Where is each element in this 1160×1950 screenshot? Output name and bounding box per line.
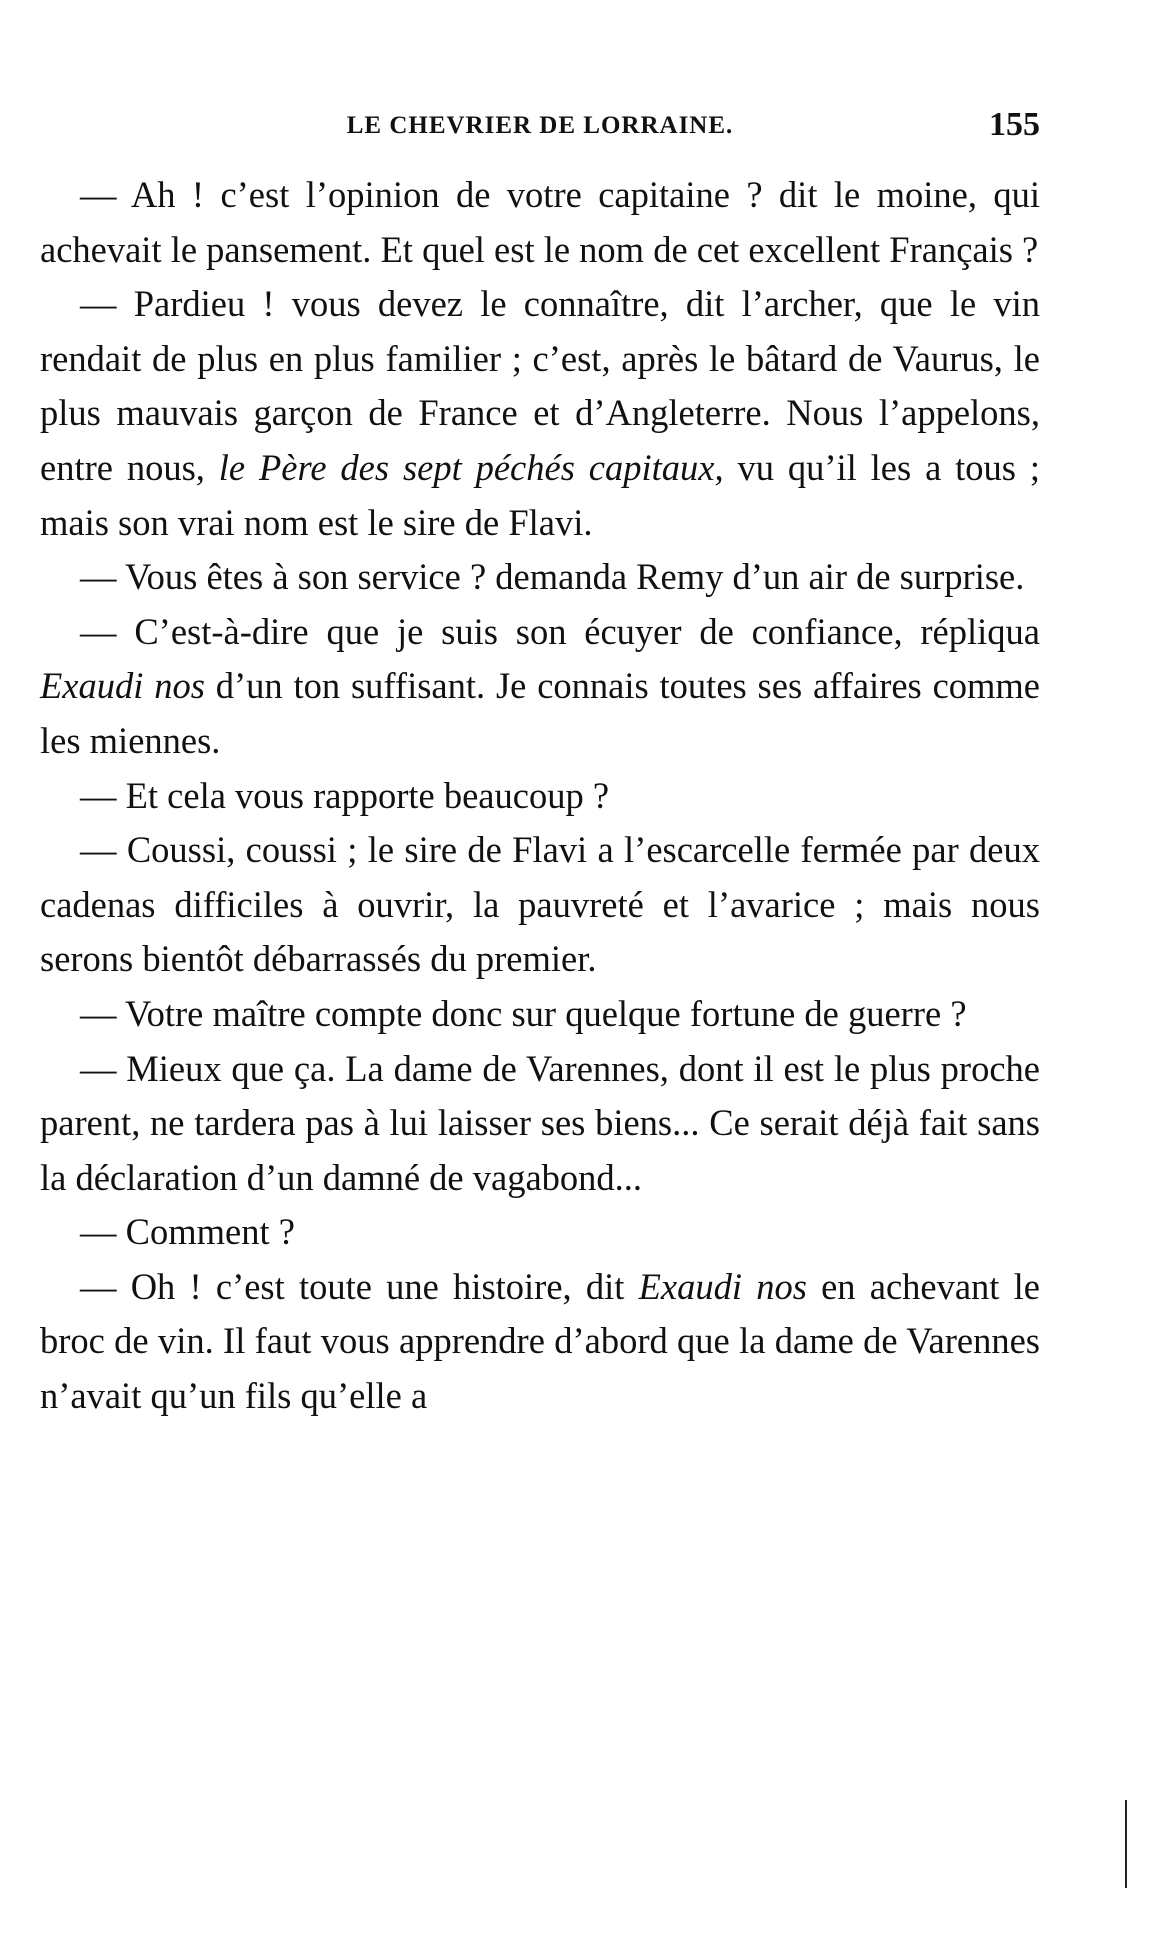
text-segment: — C’est-à-dire que je suis son écuyer de confiance, répliqua xyxy=(80,610,1040,652)
text-segment: en achevant le broc de vin. Il faut vous apprendre d’abord que la dame de Varennes n’avait qu’un fils qu’elle a xyxy=(40,1265,1040,1417)
italic-segment: Exaudi nos xyxy=(40,665,205,707)
text-segment: — Ah ! c’est l’opinion de votre capitaine ? dit le moine, qui achevait le pansement. Et quel est le nom de cet excellent Français ? xyxy=(40,174,1040,270)
margin-rule xyxy=(1125,1800,1127,1888)
text-segment: vu qu’il les a tous ; mais son vrai nom est le sire de Flavi. xyxy=(40,446,1041,543)
running-title: LE CHEVRIER DE LORRAINE. xyxy=(346,112,734,139)
text-segment: — Oh ! c’est toute une histoire, dit xyxy=(80,1265,639,1307)
text-segment: — Pardieu ! vous devez le connaître, dit l’archer, que le vin rendait de plus en plus familier ; c’est, après le bâtard de Vaurus, le plus mauvais garçon de France et d’Angleterre. Nous l’appelons, entre nous, xyxy=(40,283,1040,488)
italic-segment: Exaudi nos xyxy=(638,1265,807,1307)
paragraph xyxy=(40,550,1040,605)
italic-segment: le Père des sept péchés capitaux, xyxy=(218,446,724,488)
paragraph xyxy=(40,277,1040,550)
paragraph xyxy=(40,605,1040,769)
paragraph xyxy=(40,769,1040,824)
text-segment: — Et cela vous rapporte beaucoup ? xyxy=(80,774,610,816)
text-segment: — Votre maître compte donc sur quelque fortune de guerre ? xyxy=(80,992,967,1034)
body-text xyxy=(40,168,1040,1424)
paragraph xyxy=(40,1205,1040,1260)
text-segment: — Coussi, coussi ; le sire de Flavi a l’escarcelle fermée par deux cadenas difficiles à ouvrir, la pauvreté et l’avarice ; mais nous serons bientôt débarrassés du premier. xyxy=(40,829,1040,980)
paragraph xyxy=(40,1042,1040,1206)
text-segment: — Vous êtes à son service ? demanda Remy d’un air de surprise. xyxy=(80,556,1025,598)
paragraph xyxy=(40,1260,1040,1424)
page-number: 155 xyxy=(989,106,1040,143)
running-header xyxy=(40,106,1040,156)
text-segment: — Mieux que ça. La dame de Varennes, dont il est le plus proche parent, ne tardera pas à lui laisser ses biens... Ce serait déjà fait sans la déclaration d’un damné de vagabond... xyxy=(40,1047,1040,1198)
paragraph xyxy=(40,987,1040,1042)
paragraph xyxy=(40,168,1040,277)
paragraph xyxy=(40,823,1040,987)
text-segment: d’un ton suffisant. Je connais toutes ses affaires comme les miennes. xyxy=(40,665,1041,761)
text-segment: — Comment ? xyxy=(80,1211,295,1253)
